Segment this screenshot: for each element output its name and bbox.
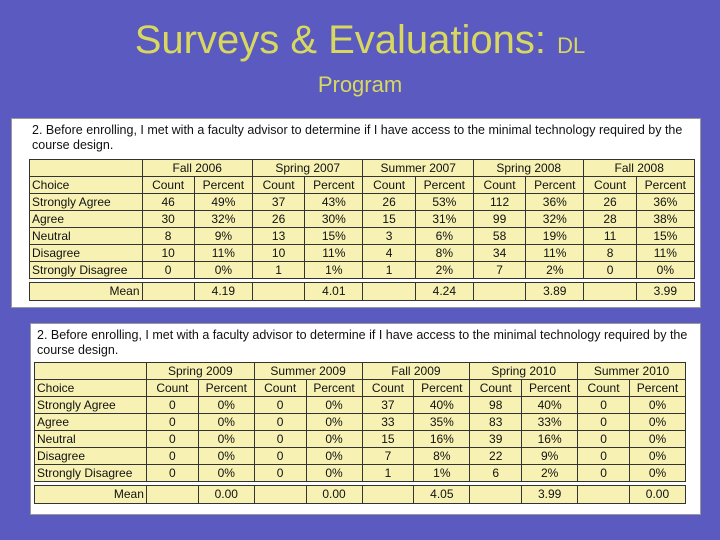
percent-cell: 49% [194, 194, 252, 211]
count-cell: 0 [254, 397, 306, 414]
mean-label: Mean [35, 486, 147, 504]
percent-cell: 8% [415, 245, 473, 262]
percent-header: Percent [194, 177, 252, 194]
count-cell: 0 [578, 448, 630, 465]
percent-cell: 0% [198, 465, 254, 482]
count-cell: 4 [363, 245, 415, 262]
survey-table [29, 159, 695, 301]
percent-cell: 33% [522, 414, 578, 431]
count-cell: 0 [146, 414, 198, 431]
choice-label: Strongly Agree [30, 194, 143, 211]
percent-cell: 19% [526, 228, 584, 245]
mean-label: Mean [30, 283, 143, 301]
count-cell: 0 [584, 262, 636, 279]
percent-cell: 0% [636, 262, 694, 279]
blank-cell [30, 160, 143, 177]
blank-cell [473, 283, 525, 301]
percent-cell: 0% [306, 397, 362, 414]
blank-cell [35, 363, 147, 380]
term-header-row [30, 160, 695, 177]
mean-row [30, 283, 695, 301]
count-cell: 0 [254, 448, 306, 465]
count-cell: 0 [254, 465, 306, 482]
count-cell: 26 [584, 194, 636, 211]
slide-title-small: DL [557, 33, 586, 58]
percent-cell: 43% [305, 194, 363, 211]
choice-label: Neutral [35, 431, 147, 448]
count-cell: 7 [362, 448, 414, 465]
count-cell: 10 [252, 245, 304, 262]
percent-cell: 36% [636, 194, 694, 211]
percent-cell: 0% [629, 397, 685, 414]
percent-cell: 0% [629, 465, 685, 482]
count-cell: 112 [473, 194, 525, 211]
count-cell: 1 [363, 262, 415, 279]
survey-panel-2 [30, 323, 701, 515]
percent-cell: 0% [306, 448, 362, 465]
percent-header: Percent [629, 380, 685, 397]
count-cell: 3 [363, 228, 415, 245]
slide-title [0, 16, 720, 70]
percent-cell: 2% [522, 465, 578, 482]
count-cell: 58 [473, 228, 525, 245]
percent-cell: 15% [305, 228, 363, 245]
percent-cell: 53% [415, 194, 473, 211]
count-cell: 26 [252, 211, 304, 228]
count-cell: 83 [470, 414, 522, 431]
count-header: Count [473, 177, 525, 194]
percent-cell: 35% [414, 414, 470, 431]
count-cell: 7 [473, 262, 525, 279]
count-cell: 0 [146, 431, 198, 448]
count-cell: 37 [252, 194, 304, 211]
count-cell: 99 [473, 211, 525, 228]
table-row [30, 262, 695, 279]
choice-label: Disagree [30, 245, 143, 262]
count-cell: 28 [584, 211, 636, 228]
choice-header: Choice [30, 177, 143, 194]
percent-cell: 15% [636, 228, 694, 245]
count-cell: 10 [142, 245, 194, 262]
percent-cell: 11% [526, 245, 584, 262]
percent-cell: 0% [198, 414, 254, 431]
choice-label: Strongly Disagree [35, 465, 147, 482]
percent-cell: 0% [198, 448, 254, 465]
percent-cell: 2% [415, 262, 473, 279]
blank-cell [470, 486, 522, 504]
percent-cell: 36% [526, 194, 584, 211]
mean-value: 4.19 [194, 283, 252, 301]
percent-cell: 0% [306, 414, 362, 431]
percent-cell: 9% [194, 228, 252, 245]
percent-cell: 0% [629, 448, 685, 465]
choice-label: Agree [30, 211, 143, 228]
mean-row [35, 486, 686, 504]
term-header: Fall 2006 [142, 160, 252, 177]
percent-header: Percent [306, 380, 362, 397]
count-cell: 0 [142, 262, 194, 279]
table-row [35, 448, 686, 465]
choice-label: Agree [35, 414, 147, 431]
count-cell: 8 [142, 228, 194, 245]
count-cell: 1 [252, 262, 304, 279]
count-cell: 15 [363, 211, 415, 228]
table-row [30, 228, 695, 245]
percent-header: Percent [305, 177, 363, 194]
percent-cell: 38% [636, 211, 694, 228]
slide-title-main: Surveys & Evaluations: [134, 18, 558, 62]
percent-cell: 40% [414, 397, 470, 414]
percent-cell: 11% [305, 245, 363, 262]
percent-header: Percent [414, 380, 470, 397]
percent-cell: 32% [194, 211, 252, 228]
percent-cell: 31% [415, 211, 473, 228]
percent-cell: 16% [414, 431, 470, 448]
blank-cell [142, 283, 194, 301]
count-cell: 0 [578, 431, 630, 448]
slide-subtitle: Program [317, 72, 403, 97]
count-cell: 0 [254, 414, 306, 431]
mean-value: 0.00 [306, 486, 362, 504]
blank-cell [578, 486, 630, 504]
count-header: Count [252, 177, 304, 194]
percent-cell: 0% [194, 262, 252, 279]
table-row [35, 431, 686, 448]
choice-label: Strongly Disagree [30, 262, 143, 279]
term-header-row [35, 363, 686, 380]
count-cell: 8 [584, 245, 636, 262]
term-header: Spring 2010 [470, 363, 578, 380]
percent-header: Percent [522, 380, 578, 397]
mean-value: 4.24 [415, 283, 473, 301]
percent-cell: 2% [526, 262, 584, 279]
mean-value: 3.89 [526, 283, 584, 301]
survey-panel-1 [11, 118, 701, 308]
blank-cell [363, 283, 415, 301]
percent-cell: 8% [414, 448, 470, 465]
count-cell: 0 [578, 397, 630, 414]
count-header: Count [142, 177, 194, 194]
percent-cell: 9% [522, 448, 578, 465]
count-cell: 0 [146, 465, 198, 482]
percent-cell: 1% [305, 262, 363, 279]
question-text: 2. Before enrolling, I met with a faculty advisor to determine if I have access to the minimal technology required by the course design. [37, 328, 688, 357]
blank-cell [146, 486, 198, 504]
blank-cell [254, 486, 306, 504]
count-header: Count [362, 380, 414, 397]
table-row [35, 397, 686, 414]
table-row [30, 245, 695, 262]
count-cell: 0 [146, 448, 198, 465]
percent-cell: 40% [522, 397, 578, 414]
table-row [30, 211, 695, 228]
percent-cell: 16% [522, 431, 578, 448]
count-header: Count [470, 380, 522, 397]
mean-value: 3.99 [522, 486, 578, 504]
term-header: Spring 2007 [252, 160, 362, 177]
count-cell: 6 [470, 465, 522, 482]
percent-header: Percent [415, 177, 473, 194]
percent-cell: 0% [629, 431, 685, 448]
count-header: Count [584, 177, 636, 194]
percent-cell: 0% [306, 465, 362, 482]
count-cell: 34 [473, 245, 525, 262]
term-header: Summer 2009 [254, 363, 362, 380]
mean-value: 3.99 [636, 283, 694, 301]
table-row [35, 465, 686, 482]
count-cell: 26 [363, 194, 415, 211]
percent-header: Percent [526, 177, 584, 194]
column-header-row [30, 177, 695, 194]
percent-cell: 0% [306, 431, 362, 448]
count-cell: 22 [470, 448, 522, 465]
percent-cell: 32% [526, 211, 584, 228]
table-row [30, 194, 695, 211]
count-cell: 37 [362, 397, 414, 414]
percent-cell: 0% [198, 397, 254, 414]
mean-value: 0.00 [629, 486, 685, 504]
column-header-row [35, 380, 686, 397]
count-header: Count [363, 177, 415, 194]
blank-cell [252, 283, 304, 301]
count-header: Count [578, 380, 630, 397]
percent-cell: 1% [414, 465, 470, 482]
count-cell: 13 [252, 228, 304, 245]
choice-header: Choice [35, 380, 147, 397]
count-header: Count [146, 380, 198, 397]
question-text: 2. Before enrolling, I met with a faculty advisor to determine if I have access to the minimal technology required by the course design. [32, 123, 683, 152]
term-header: Spring 2009 [146, 363, 254, 380]
percent-cell: 0% [629, 414, 685, 431]
count-cell: 33 [362, 414, 414, 431]
percent-cell: 30% [305, 211, 363, 228]
choice-label: Neutral [30, 228, 143, 245]
count-cell: 39 [470, 431, 522, 448]
count-cell: 1 [362, 465, 414, 482]
percent-header: Percent [636, 177, 694, 194]
term-header: Summer 2007 [363, 160, 473, 177]
count-cell: 0 [254, 431, 306, 448]
table-row [35, 414, 686, 431]
choice-label: Strongly Agree [35, 397, 147, 414]
percent-cell: 11% [194, 245, 252, 262]
count-cell: 0 [578, 414, 630, 431]
choice-label: Disagree [35, 448, 147, 465]
count-cell: 0 [578, 465, 630, 482]
percent-header: Percent [198, 380, 254, 397]
term-header: Fall 2009 [362, 363, 470, 380]
percent-cell: 6% [415, 228, 473, 245]
count-cell: 15 [362, 431, 414, 448]
percent-cell: 11% [636, 245, 694, 262]
mean-value: 4.05 [414, 486, 470, 504]
survey-table [34, 362, 686, 504]
count-cell: 0 [146, 397, 198, 414]
term-header: Summer 2010 [578, 363, 686, 380]
mean-value: 4.01 [305, 283, 363, 301]
blank-cell [362, 486, 414, 504]
count-cell: 46 [142, 194, 194, 211]
count-cell: 30 [142, 211, 194, 228]
percent-cell: 0% [198, 431, 254, 448]
count-header: Count [254, 380, 306, 397]
count-cell: 11 [584, 228, 636, 245]
mean-value: 0.00 [198, 486, 254, 504]
term-header: Fall 2008 [584, 160, 695, 177]
count-cell: 98 [470, 397, 522, 414]
blank-cell [584, 283, 636, 301]
term-header: Spring 2008 [473, 160, 583, 177]
